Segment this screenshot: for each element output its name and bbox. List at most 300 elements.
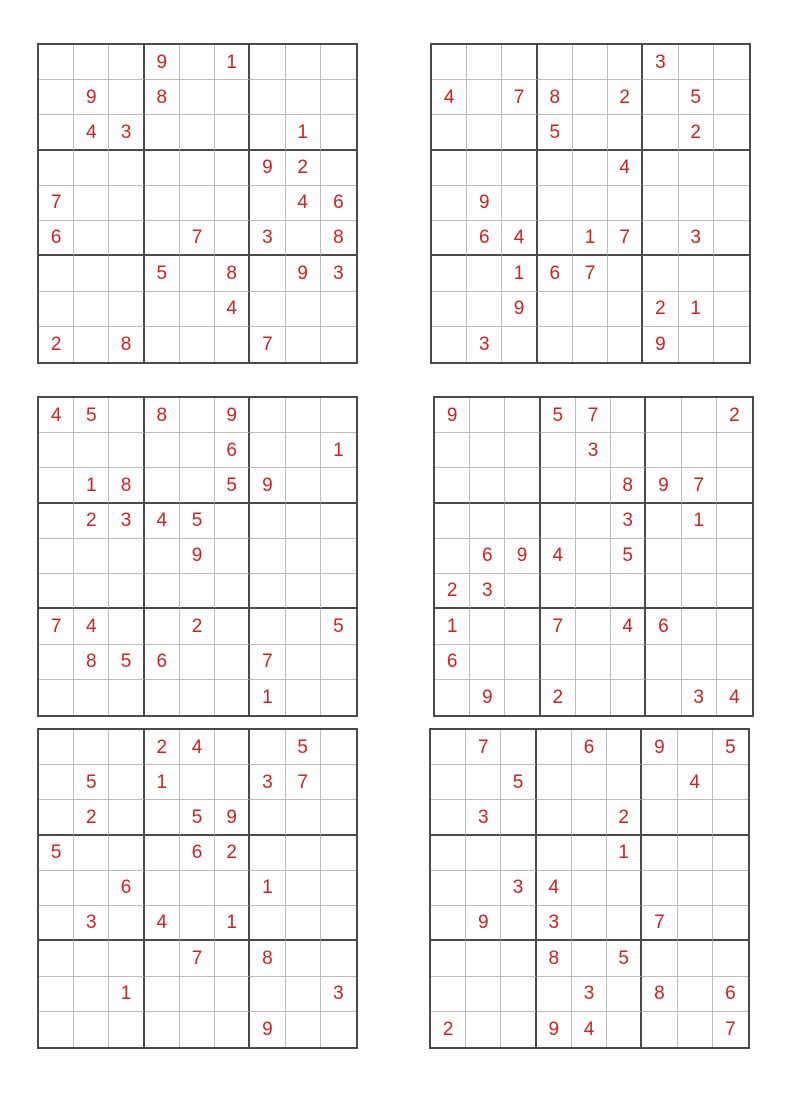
sudoku-cell bbox=[467, 80, 502, 115]
sudoku-cell bbox=[74, 45, 109, 80]
sudoku-cell bbox=[215, 221, 250, 256]
sudoku-cell bbox=[250, 292, 285, 327]
sudoku-cell bbox=[215, 941, 250, 976]
sudoku-cell: 6 bbox=[321, 186, 356, 221]
sudoku-cell bbox=[608, 186, 643, 221]
sudoku-cell bbox=[642, 871, 677, 906]
sudoku-cell: 2 bbox=[679, 115, 714, 150]
sudoku-cell: 9 bbox=[643, 327, 678, 362]
sudoku-cell: 1 bbox=[286, 115, 321, 150]
sudoku-cell bbox=[145, 680, 180, 715]
sudoku-cell: 6 bbox=[538, 256, 573, 291]
sudoku-cell bbox=[109, 398, 144, 433]
sudoku-cell: 9 bbox=[215, 398, 250, 433]
sudoku-cell bbox=[321, 941, 356, 976]
sudoku-cell: 3 bbox=[321, 977, 356, 1012]
sudoku-cell: 9 bbox=[466, 906, 501, 941]
sudoku-cell bbox=[607, 871, 642, 906]
sudoku-cell: 2 bbox=[607, 800, 642, 835]
sudoku-cell: 5 bbox=[145, 256, 180, 291]
sudoku-cell bbox=[432, 45, 467, 80]
sudoku-cell bbox=[145, 433, 180, 468]
sudoku-cell bbox=[145, 800, 180, 835]
sudoku-cell: 5 bbox=[39, 836, 74, 871]
sudoku-cell bbox=[572, 871, 607, 906]
sudoku-cell bbox=[39, 680, 74, 715]
sudoku-cell bbox=[39, 539, 74, 574]
sudoku-cell: 5 bbox=[713, 730, 748, 765]
sudoku-cell: 3 bbox=[611, 504, 646, 539]
sudoku-grid-3 bbox=[37, 396, 358, 717]
sudoku-cell: 1 bbox=[215, 906, 250, 941]
sudoku-cell: 5 bbox=[607, 941, 642, 976]
sudoku-cell bbox=[713, 800, 748, 835]
sudoku-cell: 3 bbox=[250, 765, 285, 800]
sudoku-cell bbox=[180, 151, 215, 186]
sudoku-cell bbox=[39, 504, 74, 539]
sudoku-cell bbox=[537, 730, 572, 765]
sudoku-cell: 7 bbox=[180, 221, 215, 256]
sudoku-cell bbox=[714, 327, 749, 362]
sudoku-cell: 6 bbox=[109, 871, 144, 906]
sudoku-cell bbox=[642, 800, 677, 835]
sudoku-cell: 6 bbox=[467, 221, 502, 256]
sudoku-cell: 5 bbox=[286, 730, 321, 765]
sudoku-cell: 1 bbox=[679, 292, 714, 327]
sudoku-cell bbox=[286, 45, 321, 80]
sudoku-cell: 3 bbox=[109, 115, 144, 150]
sudoku-cell: 9 bbox=[470, 680, 505, 715]
sudoku-cell bbox=[611, 680, 646, 715]
sudoku-cell: 3 bbox=[576, 433, 611, 468]
sudoku-cell bbox=[573, 80, 608, 115]
sudoku-cell: 3 bbox=[537, 906, 572, 941]
sudoku-cell: 8 bbox=[537, 941, 572, 976]
sudoku-cell bbox=[432, 115, 467, 150]
sudoku-cell: 7 bbox=[576, 398, 611, 433]
sudoku-cell bbox=[642, 941, 677, 976]
sudoku-cell: 4 bbox=[572, 1012, 607, 1047]
sudoku-cell bbox=[145, 186, 180, 221]
sudoku-cell: 6 bbox=[145, 645, 180, 680]
sudoku-cell bbox=[321, 468, 356, 503]
sudoku-cell bbox=[74, 680, 109, 715]
sudoku-cell bbox=[501, 730, 536, 765]
sudoku-cell bbox=[466, 977, 501, 1012]
sudoku-cell bbox=[505, 433, 540, 468]
sudoku-cell bbox=[679, 186, 714, 221]
sudoku-cell bbox=[39, 115, 74, 150]
sudoku-cell: 3 bbox=[643, 45, 678, 80]
sudoku-cell bbox=[541, 504, 576, 539]
sudoku-cell bbox=[470, 645, 505, 680]
sudoku-grid-1 bbox=[37, 43, 358, 364]
sudoku-cell bbox=[470, 398, 505, 433]
sudoku-cell bbox=[145, 115, 180, 150]
sudoku-cell: 3 bbox=[572, 977, 607, 1012]
sudoku-cell bbox=[572, 836, 607, 871]
sudoku-cell bbox=[74, 256, 109, 291]
sudoku-cell bbox=[286, 609, 321, 644]
sudoku-cell bbox=[39, 765, 74, 800]
sudoku-cell bbox=[321, 680, 356, 715]
sudoku-cell bbox=[250, 186, 285, 221]
sudoku-cell bbox=[643, 186, 678, 221]
sudoku-cell bbox=[109, 45, 144, 80]
sudoku-cell bbox=[538, 292, 573, 327]
sudoku-cell: 2 bbox=[74, 800, 109, 835]
sudoku-cell bbox=[145, 539, 180, 574]
sudoku-cell bbox=[470, 433, 505, 468]
sudoku-cell bbox=[573, 115, 608, 150]
sudoku-cell bbox=[215, 186, 250, 221]
sudoku-grid-5 bbox=[37, 728, 358, 1049]
sudoku-cell bbox=[646, 504, 681, 539]
sudoku-cell bbox=[607, 730, 642, 765]
sudoku-cell bbox=[432, 186, 467, 221]
sudoku-cell bbox=[678, 730, 713, 765]
sudoku-cell: 6 bbox=[435, 645, 470, 680]
sudoku-cell bbox=[286, 941, 321, 976]
sudoku-cell bbox=[180, 574, 215, 609]
sudoku-cell bbox=[250, 609, 285, 644]
sudoku-cell: 2 bbox=[431, 1012, 466, 1047]
sudoku-cell bbox=[611, 398, 646, 433]
sudoku-cell: 5 bbox=[180, 800, 215, 835]
sudoku-cell bbox=[180, 765, 215, 800]
sudoku-cell bbox=[643, 80, 678, 115]
sudoku-cell: 4 bbox=[74, 609, 109, 644]
sudoku-cell: 8 bbox=[611, 468, 646, 503]
sudoku-cell: 5 bbox=[109, 645, 144, 680]
sudoku-cell bbox=[611, 574, 646, 609]
sudoku-cell: 6 bbox=[572, 730, 607, 765]
sudoku-cell bbox=[180, 327, 215, 362]
sudoku-cell bbox=[682, 609, 717, 644]
sudoku-cell bbox=[215, 574, 250, 609]
sudoku-cell bbox=[109, 292, 144, 327]
sudoku-cell bbox=[505, 645, 540, 680]
sudoku-cell bbox=[215, 680, 250, 715]
sudoku-cell bbox=[576, 504, 611, 539]
sudoku-cell bbox=[215, 327, 250, 362]
sudoku-cell bbox=[541, 433, 576, 468]
sudoku-cell: 1 bbox=[682, 504, 717, 539]
sudoku-cell bbox=[537, 836, 572, 871]
sudoku-cell bbox=[321, 504, 356, 539]
sudoku-cell bbox=[286, 468, 321, 503]
sudoku-cell bbox=[321, 292, 356, 327]
sudoku-cell bbox=[470, 468, 505, 503]
sudoku-cell: 1 bbox=[250, 680, 285, 715]
sudoku-cell bbox=[215, 80, 250, 115]
sudoku-cell: 8 bbox=[74, 645, 109, 680]
sudoku-cell bbox=[713, 871, 748, 906]
sudoku-cell bbox=[74, 836, 109, 871]
sudoku-cell bbox=[109, 836, 144, 871]
sudoku-cell: 2 bbox=[643, 292, 678, 327]
sudoku-cell bbox=[573, 292, 608, 327]
sudoku-cell: 1 bbox=[502, 256, 537, 291]
sudoku-cell: 4 bbox=[678, 765, 713, 800]
sudoku-cell bbox=[321, 645, 356, 680]
sudoku-cell: 6 bbox=[646, 609, 681, 644]
sudoku-cell bbox=[109, 730, 144, 765]
sudoku-cell bbox=[713, 941, 748, 976]
sudoku-cell bbox=[608, 327, 643, 362]
sudoku-cell bbox=[286, 398, 321, 433]
sudoku-grid-6 bbox=[429, 728, 750, 1049]
sudoku-cell bbox=[607, 977, 642, 1012]
sudoku-cell bbox=[39, 292, 74, 327]
sudoku-cell: 7 bbox=[180, 941, 215, 976]
sudoku-cell bbox=[180, 468, 215, 503]
sudoku-cell bbox=[39, 80, 74, 115]
sudoku-cell bbox=[505, 468, 540, 503]
sudoku-cell bbox=[541, 645, 576, 680]
sudoku-cell bbox=[286, 977, 321, 1012]
sudoku-cell bbox=[642, 765, 677, 800]
sudoku-cell bbox=[109, 539, 144, 574]
sudoku-cell bbox=[145, 941, 180, 976]
sudoku-cell bbox=[572, 941, 607, 976]
sudoku-cell bbox=[713, 765, 748, 800]
sudoku-cell bbox=[145, 151, 180, 186]
sudoku-cell bbox=[505, 574, 540, 609]
sudoku-cell: 4 bbox=[145, 906, 180, 941]
sudoku-cell bbox=[611, 433, 646, 468]
sudoku-cell: 8 bbox=[250, 941, 285, 976]
sudoku-cell bbox=[74, 433, 109, 468]
sudoku-cell bbox=[321, 45, 356, 80]
sudoku-cell bbox=[467, 256, 502, 291]
sudoku-cell: 5 bbox=[74, 398, 109, 433]
sudoku-cell: 7 bbox=[541, 609, 576, 644]
sudoku-cell bbox=[607, 906, 642, 941]
sudoku-cell bbox=[39, 977, 74, 1012]
sudoku-cell bbox=[109, 906, 144, 941]
sudoku-cell bbox=[215, 645, 250, 680]
sudoku-cell bbox=[74, 730, 109, 765]
sudoku-cell bbox=[109, 1012, 144, 1047]
sudoku-cell bbox=[714, 186, 749, 221]
sudoku-cell bbox=[607, 765, 642, 800]
sudoku-grid-4 bbox=[433, 396, 754, 717]
sudoku-cell: 2 bbox=[608, 80, 643, 115]
sudoku-cell bbox=[435, 468, 470, 503]
sudoku-cell bbox=[180, 256, 215, 291]
sudoku-cell: 5 bbox=[180, 504, 215, 539]
sudoku-cell bbox=[466, 836, 501, 871]
sudoku-cell: 5 bbox=[74, 765, 109, 800]
sudoku-cell: 4 bbox=[39, 398, 74, 433]
sudoku-cell bbox=[321, 115, 356, 150]
sudoku-cell bbox=[286, 504, 321, 539]
sudoku-cell bbox=[180, 906, 215, 941]
sudoku-cell: 4 bbox=[608, 151, 643, 186]
sudoku-cell: 9 bbox=[180, 539, 215, 574]
sudoku-cell: 5 bbox=[541, 398, 576, 433]
sudoku-cell bbox=[250, 906, 285, 941]
sudoku-cell bbox=[74, 941, 109, 976]
sudoku-cell bbox=[717, 574, 752, 609]
sudoku-cell bbox=[250, 977, 285, 1012]
sudoku-cell bbox=[250, 45, 285, 80]
sudoku-cell: 1 bbox=[573, 221, 608, 256]
sudoku-cell bbox=[109, 186, 144, 221]
sudoku-cell bbox=[576, 609, 611, 644]
sudoku-cell bbox=[39, 800, 74, 835]
sudoku-cell bbox=[679, 45, 714, 80]
sudoku-cell: 9 bbox=[74, 80, 109, 115]
sudoku-cell bbox=[109, 80, 144, 115]
sudoku-cell bbox=[321, 800, 356, 835]
sudoku-cell bbox=[321, 398, 356, 433]
sudoku-cell bbox=[435, 539, 470, 574]
sudoku-cell bbox=[679, 327, 714, 362]
sudoku-cell bbox=[682, 645, 717, 680]
sudoku-cell bbox=[541, 468, 576, 503]
sudoku-cell: 3 bbox=[109, 504, 144, 539]
sudoku-cell bbox=[250, 574, 285, 609]
sudoku-cell bbox=[180, 398, 215, 433]
sudoku-cell bbox=[74, 1012, 109, 1047]
sudoku-cell: 3 bbox=[74, 906, 109, 941]
sudoku-cell: 9 bbox=[250, 151, 285, 186]
sudoku-cell bbox=[286, 800, 321, 835]
sudoku-cell bbox=[250, 80, 285, 115]
sudoku-cell bbox=[39, 574, 74, 609]
sudoku-cell bbox=[572, 765, 607, 800]
sudoku-cell bbox=[250, 504, 285, 539]
sudoku-cell bbox=[145, 468, 180, 503]
sudoku-cell: 2 bbox=[541, 680, 576, 715]
sudoku-cell: 7 bbox=[286, 765, 321, 800]
sudoku-cell bbox=[502, 327, 537, 362]
sudoku-cell bbox=[576, 645, 611, 680]
sudoku-cell: 1 bbox=[215, 45, 250, 80]
sudoku-cell: 4 bbox=[215, 292, 250, 327]
sudoku-cell bbox=[537, 800, 572, 835]
sudoku-cell: 4 bbox=[145, 504, 180, 539]
sudoku-cell bbox=[538, 327, 573, 362]
sudoku-cell bbox=[643, 221, 678, 256]
sudoku-cell bbox=[250, 539, 285, 574]
sudoku-cell bbox=[109, 433, 144, 468]
sudoku-cell: 6 bbox=[180, 836, 215, 871]
sudoku-cell bbox=[682, 433, 717, 468]
sudoku-cell bbox=[573, 186, 608, 221]
sudoku-cell bbox=[713, 836, 748, 871]
sudoku-cell: 8 bbox=[109, 468, 144, 503]
sudoku-cell bbox=[286, 433, 321, 468]
sudoku-cell bbox=[646, 398, 681, 433]
sudoku-cell bbox=[286, 80, 321, 115]
sudoku-cell bbox=[39, 730, 74, 765]
sudoku-cell bbox=[250, 398, 285, 433]
sudoku-cell bbox=[286, 327, 321, 362]
sudoku-cell bbox=[642, 1012, 677, 1047]
sudoku-cell bbox=[74, 151, 109, 186]
sudoku-cell: 3 bbox=[467, 327, 502, 362]
sudoku-cell: 8 bbox=[145, 80, 180, 115]
sudoku-cell bbox=[717, 433, 752, 468]
sudoku-cell bbox=[608, 115, 643, 150]
sudoku-cell bbox=[505, 609, 540, 644]
sudoku-cell bbox=[39, 1012, 74, 1047]
sudoku-cell bbox=[643, 256, 678, 291]
sudoku-cell bbox=[286, 645, 321, 680]
sudoku-cell bbox=[321, 906, 356, 941]
sudoku-cell: 9 bbox=[642, 730, 677, 765]
sudoku-cell: 9 bbox=[435, 398, 470, 433]
sudoku-cell bbox=[431, 765, 466, 800]
sudoku-cell bbox=[250, 800, 285, 835]
sudoku-cell: 1 bbox=[74, 468, 109, 503]
sudoku-cell bbox=[467, 45, 502, 80]
sudoku-cell: 9 bbox=[537, 1012, 572, 1047]
sudoku-cell bbox=[467, 115, 502, 150]
sudoku-cell bbox=[717, 504, 752, 539]
sudoku-cell bbox=[538, 45, 573, 80]
sudoku-cell bbox=[573, 151, 608, 186]
sudoku-cell bbox=[74, 977, 109, 1012]
sudoku-cell bbox=[39, 871, 74, 906]
sudoku-cell bbox=[215, 504, 250, 539]
sudoku-cell: 3 bbox=[321, 256, 356, 291]
sudoku-cell bbox=[501, 1012, 536, 1047]
sudoku-cell: 5 bbox=[215, 468, 250, 503]
sudoku-cell bbox=[714, 151, 749, 186]
sudoku-cell bbox=[321, 327, 356, 362]
sudoku-cell bbox=[502, 186, 537, 221]
sudoku-cell: 6 bbox=[39, 221, 74, 256]
sudoku-cell bbox=[714, 221, 749, 256]
sudoku-cell: 2 bbox=[215, 836, 250, 871]
sudoku-cell bbox=[576, 574, 611, 609]
sudoku-cell: 9 bbox=[505, 539, 540, 574]
sudoku-cell: 7 bbox=[39, 609, 74, 644]
sudoku-cell bbox=[109, 680, 144, 715]
sudoku-cell: 5 bbox=[501, 765, 536, 800]
sudoku-cell bbox=[679, 151, 714, 186]
sudoku-cell bbox=[466, 1012, 501, 1047]
sudoku-cell: 7 bbox=[573, 256, 608, 291]
sudoku-cell bbox=[39, 906, 74, 941]
sudoku-cell bbox=[321, 80, 356, 115]
sudoku-cell bbox=[502, 151, 537, 186]
sudoku-cell bbox=[678, 941, 713, 976]
sudoku-cell bbox=[145, 977, 180, 1012]
sudoku-cell: 1 bbox=[607, 836, 642, 871]
sudoku-cell: 1 bbox=[145, 765, 180, 800]
sudoku-cell bbox=[611, 645, 646, 680]
sudoku-cell bbox=[180, 433, 215, 468]
sudoku-cell bbox=[180, 1012, 215, 1047]
sudoku-cell bbox=[678, 1012, 713, 1047]
sudoku-cell: 5 bbox=[611, 539, 646, 574]
sudoku-cell bbox=[646, 680, 681, 715]
sudoku-cell bbox=[642, 836, 677, 871]
sudoku-cell bbox=[109, 574, 144, 609]
sudoku-cell: 1 bbox=[250, 871, 285, 906]
sudoku-cell bbox=[608, 292, 643, 327]
sudoku-cell: 8 bbox=[145, 398, 180, 433]
sudoku-cell bbox=[180, 80, 215, 115]
sudoku-cell bbox=[39, 645, 74, 680]
sudoku-cell bbox=[714, 45, 749, 80]
sudoku-cell: 3 bbox=[501, 871, 536, 906]
